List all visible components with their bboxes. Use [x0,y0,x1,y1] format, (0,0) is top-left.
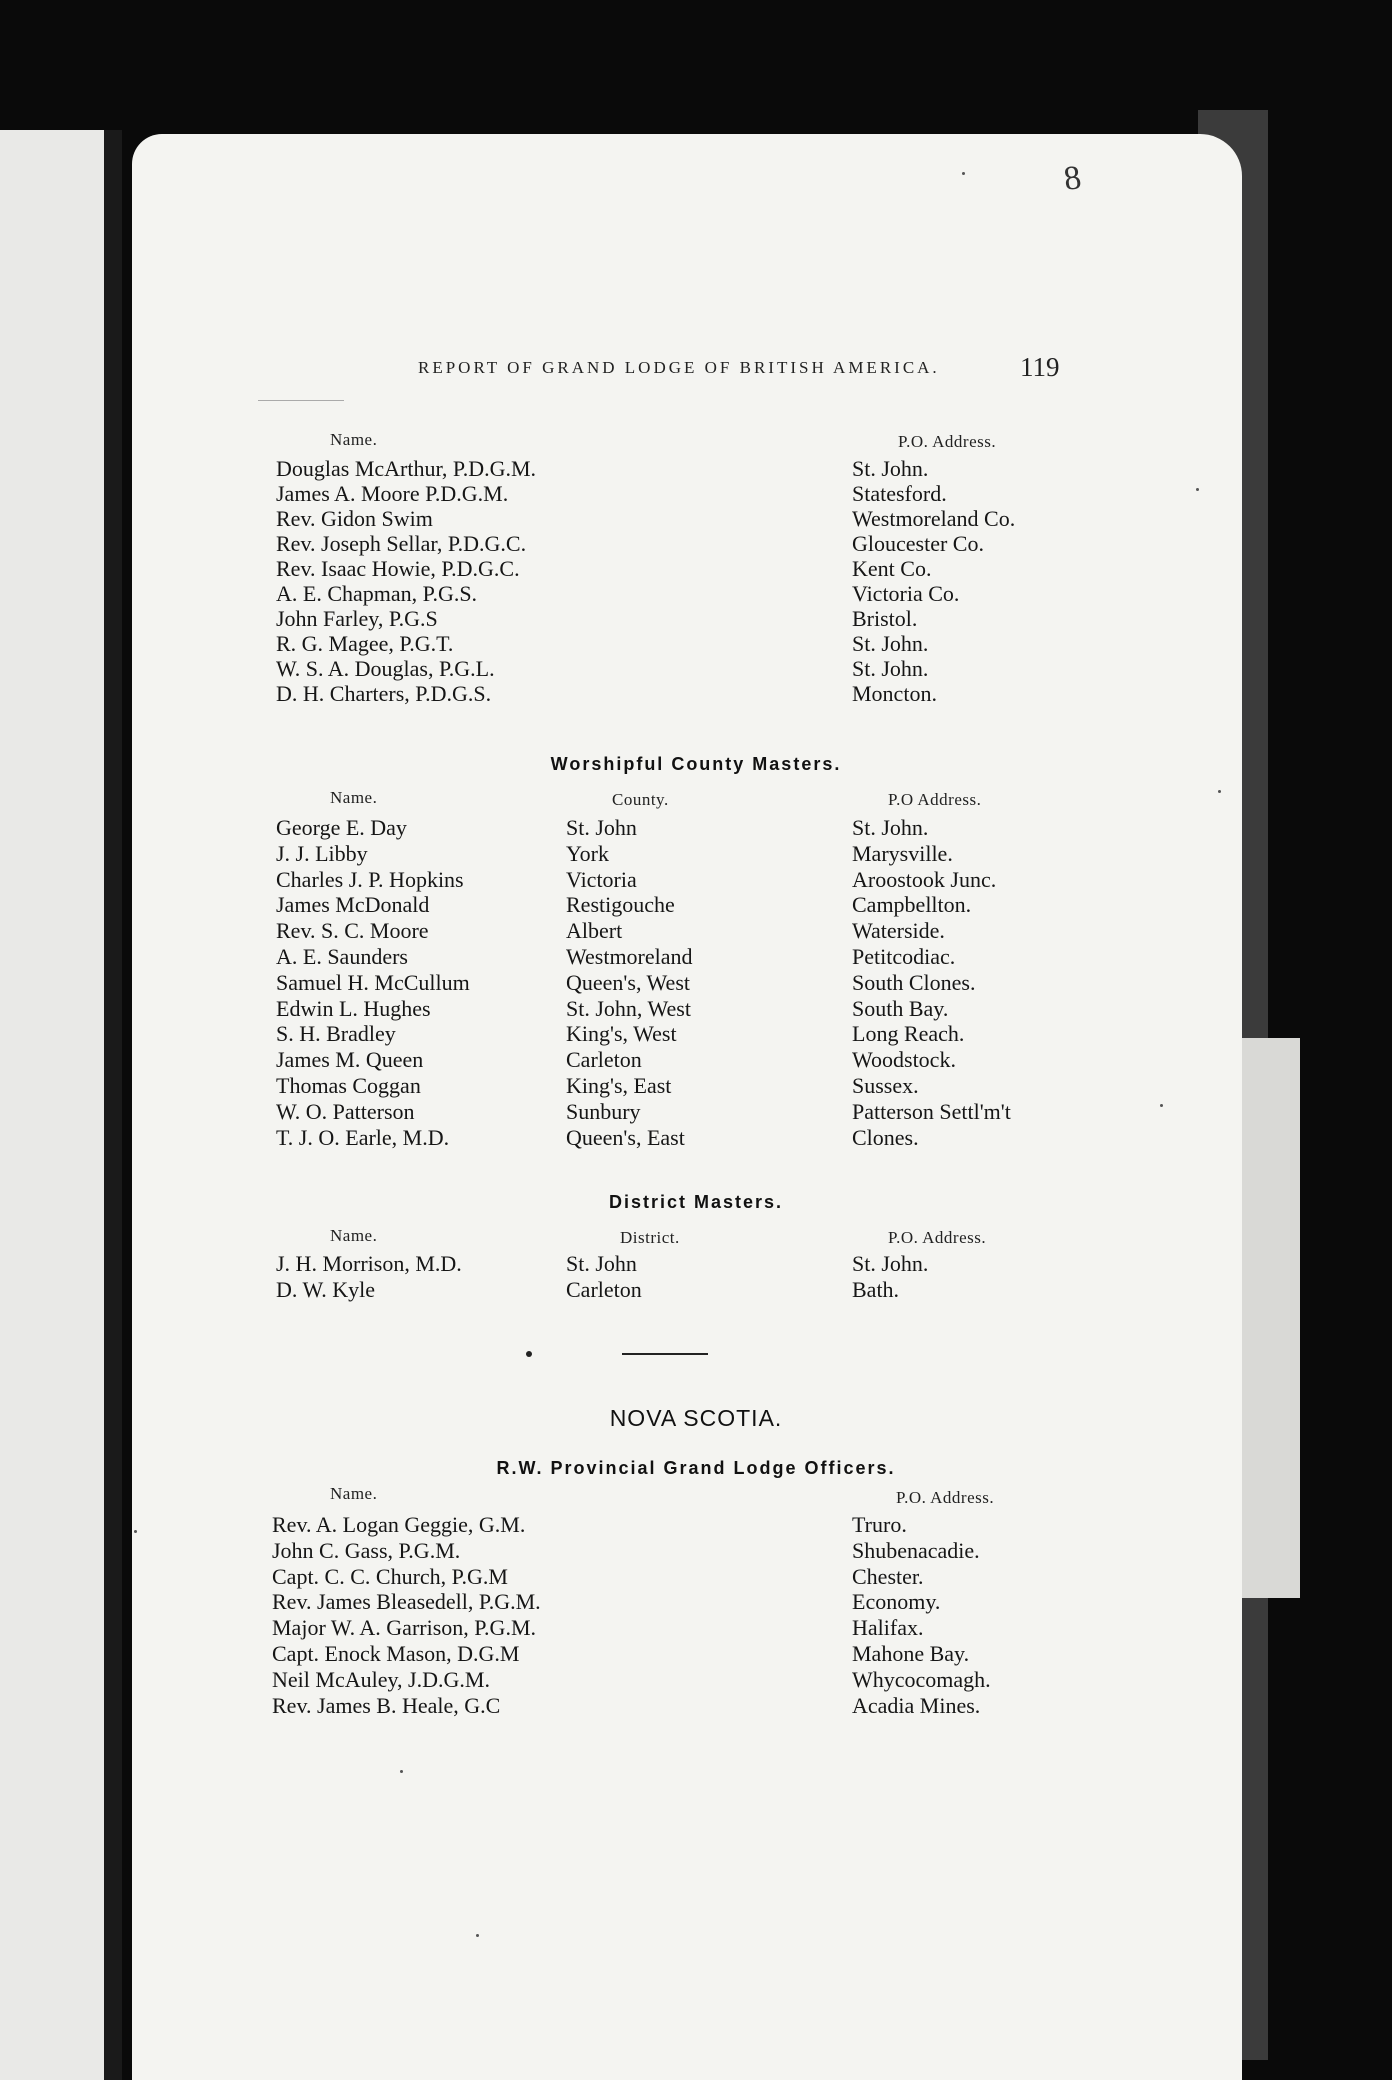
officer-address: Bristol. [852,606,918,631]
master-county: St. John [566,815,637,840]
master-address: Long Reach. [852,1021,965,1047]
facing-page-edge [0,130,118,2080]
ns-officer-address: Mahone Bay. [852,1641,970,1666]
district-master-district: St. John [566,1251,637,1276]
master-address: Petitcodiac. [852,944,956,969]
county-county-header: County. [612,790,669,809]
officer-address: St. John. [852,456,929,481]
officer-name: W. S. A. Douglas, P.G.L. [276,656,495,681]
officer-name: Rev. Gidon Swim [276,506,433,531]
officer-name: James A. Moore P.D.G.M. [276,481,509,506]
ns-officer-address: Whycocomagh. [852,1666,991,1692]
master-county: Victoria [566,866,637,892]
master-address: Sussex. [852,1073,919,1098]
master-county: Albert [566,918,623,944]
officer-name: Douglas McArthur, P.D.G.M. [276,456,537,481]
master-name: Thomas Coggan [276,1073,421,1098]
ns-officer-name: Capt. C. C. Church, P.G.M [272,1563,508,1589]
nova-scotia-subtitle: R.W. Provincial Grand Lodge Officers. [496,1458,896,1478]
district-masters-title: District Masters. [608,1192,784,1212]
section-divider [622,1353,708,1355]
officer-name: Rev. Joseph Sellar, P.D.G.C. [276,531,527,556]
officer-address: Kent Co. [852,556,932,581]
ns-officer-address: Halifax. [852,1615,924,1641]
master-address: Marysville. [852,840,953,866]
officer-address: Moncton. [852,681,937,706]
district-master-address: St. John. [852,1251,929,1276]
officer-address: St. John. [852,656,929,681]
district-name-header: Name. [330,1226,378,1245]
nova-scotia-title: NOVA SCOTIA. [609,1405,783,1431]
master-name: Samuel H. McCullum [276,969,470,995]
ns-officer-name: Rev. James B. Heale, G.C [272,1692,501,1718]
master-address: Patterson Settl'm't [852,1098,1011,1124]
master-name: Rev. S. C. Moore [276,918,429,944]
officer-address: Westmoreland Co. [852,506,1016,531]
district-address-header: P.O. Address. [888,1228,987,1247]
master-name: S. H. Bradley [276,1021,396,1047]
master-address: South Clones. [852,969,976,995]
master-address: Woodstock. [852,1047,956,1073]
officer-address: St. John. [852,631,929,656]
county-address-header: P.O Address. [888,790,982,809]
county-name-header: Name. [330,788,378,807]
master-address: Aroostook Junc. [852,866,997,892]
district-master-district: Carleton [566,1277,642,1302]
officer-name: Rev. Isaac Howie, P.D.G.C. [276,556,520,581]
master-county: Westmoreland [566,944,693,969]
master-name: W. O. Patterson [276,1098,415,1124]
officer-name: A. E. Chapman, P.G.S. [276,581,478,606]
master-county: York [566,840,610,866]
officer-name: R. G. Magee, P.G.T. [276,631,454,656]
master-address: Clones. [852,1124,919,1150]
master-address: Campbellton. [852,892,972,918]
master-name: A. E. Saunders [276,944,408,969]
separator-dot [526,1351,532,1357]
county-masters-title: Worshipful County Masters. [550,754,842,774]
master-name: James M. Queen [276,1047,424,1073]
ns-officer-address: Economy. [852,1589,941,1615]
master-county: St. John, West [566,995,691,1021]
officer-name: John Farley, P.G.S [276,606,438,631]
ns-name-header: Name. [330,1484,378,1503]
master-county: Restigouche [566,892,675,918]
ns-officer-name: Rev. James Bleasedell, P.G.M. [272,1589,541,1615]
book-gutter [104,130,122,2080]
officer-address: Statesford. [852,481,947,506]
officers-name-header: Name. [330,430,378,449]
master-address: St. John. [852,815,929,840]
header-rule [258,400,344,401]
master-county: Queen's, West [566,969,690,995]
master-address: Waterside. [852,918,945,944]
ns-officer-name: Rev. A. Logan Geggie, G.M. [272,1512,526,1537]
master-county: King's, East [566,1073,672,1098]
district-district-header: District. [620,1228,680,1247]
ns-officer-address: Acadia Mines. [852,1692,981,1718]
master-name: George E. Day [276,815,407,840]
master-address: South Bay. [852,995,949,1021]
officer-name: D. H. Charters, P.D.G.S. [276,681,492,706]
ns-officer-name: John C. Gass, P.G.M. [272,1537,461,1563]
ns-officer-name: Capt. Enock Mason, D.G.M [272,1641,520,1666]
master-name: T. J. O. Earle, M.D. [276,1124,450,1150]
running-head: REPORT OF GRAND LODGE OF BRITISH AMERICA. [418,358,940,377]
master-name: J. J. Libby [276,840,368,866]
officer-address: Victoria Co. [852,581,960,606]
district-master-address: Bath. [852,1277,900,1302]
ns-officer-address: Shubenacadie. [852,1537,980,1563]
master-county: Queen's, East [566,1124,685,1150]
officers-address-header: P.O. Address. [898,432,997,451]
district-master-name: J. H. Morrison, M.D. [276,1251,462,1276]
master-county: Sunbury [566,1098,641,1124]
ns-officer-address: Truro. [852,1512,907,1537]
ns-officer-address: Chester. [852,1563,924,1589]
district-master-name: D. W. Kyle [276,1277,375,1302]
corner-mark: 8 [1061,159,1084,199]
ns-officer-name: Neil McAuley, J.D.G.M. [272,1666,490,1692]
master-name: James McDonald [276,892,430,918]
ns-address-header: P.O. Address. [896,1488,995,1507]
ns-officer-name: Major W. A. Garrison, P.G.M. [272,1615,537,1641]
master-name: Edwin L. Hughes [276,995,431,1021]
page-number: 119 [1020,352,1060,382]
officer-address: Gloucester Co. [852,531,984,556]
master-county: Carleton [566,1047,642,1073]
master-county: King's, West [566,1021,677,1047]
master-name: Charles J. P. Hopkins [276,866,464,892]
